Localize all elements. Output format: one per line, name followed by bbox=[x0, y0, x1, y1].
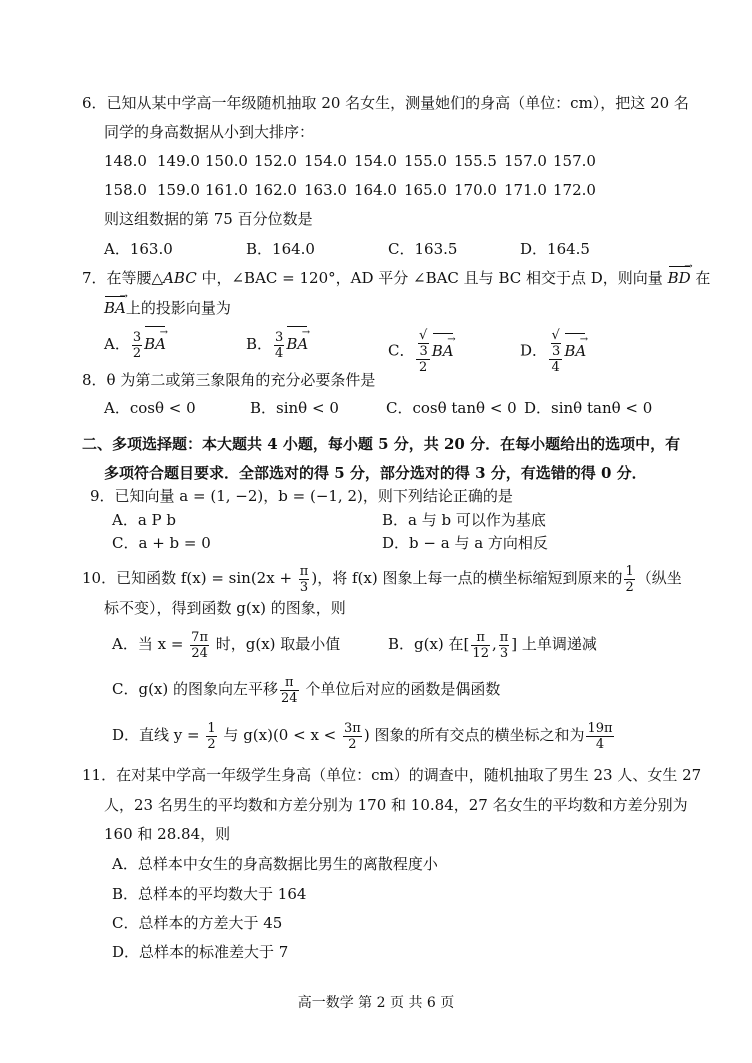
q10-text: ) 图象的所有交点的横坐标之和为 bbox=[363, 726, 585, 744]
data-value: 158.0 bbox=[104, 181, 147, 199]
q7-option-c bbox=[388, 328, 454, 375]
data-value: 149.0 bbox=[157, 152, 200, 170]
data-value: 155.0 bbox=[404, 152, 447, 170]
q9-option-b: B．a 与 b 可以作为基底 bbox=[382, 511, 546, 529]
q7-text: 在 bbox=[690, 269, 711, 287]
numerator: 3 bbox=[132, 329, 142, 345]
numerator: 19π bbox=[587, 720, 613, 736]
numerator bbox=[549, 328, 562, 360]
numerator: 1 bbox=[207, 720, 216, 736]
q10-text: C．g(x) 的图象向左平移 bbox=[112, 680, 279, 698]
q10-text: 10．已知函数 f(x) = sin(2x + bbox=[82, 569, 297, 587]
q7-triangle: △ABC bbox=[151, 269, 197, 287]
fraction bbox=[343, 721, 362, 752]
q10-text: B．g(x) 在[ bbox=[388, 635, 470, 653]
vector-ba: BA → bbox=[564, 335, 586, 367]
denominator: 4 bbox=[275, 345, 284, 361]
data-value: 148.0 bbox=[104, 152, 147, 170]
vector-ba: BA → bbox=[432, 335, 454, 367]
q10-text: （纵坐 bbox=[636, 569, 682, 587]
data-value: 170.0 bbox=[454, 181, 497, 199]
q7-stem-line1 bbox=[82, 268, 710, 288]
q6-option-d: D．164.5 bbox=[520, 240, 590, 258]
fraction bbox=[586, 721, 613, 752]
q10-option-d bbox=[112, 719, 616, 752]
denominator: 4 bbox=[551, 360, 560, 375]
sqrt-symbol: √ bbox=[551, 328, 560, 343]
data-value: 150.0 bbox=[205, 152, 248, 170]
data-value: 165.0 bbox=[404, 181, 447, 199]
fraction bbox=[624, 564, 634, 595]
q9-option-c: C．a + b = 0 bbox=[112, 534, 211, 552]
q7-stem-line2 bbox=[104, 298, 231, 318]
data-value: 157.0 bbox=[553, 152, 596, 170]
numerator: 1 bbox=[625, 563, 634, 579]
data-value: 154.0 bbox=[354, 152, 397, 170]
q11-stem-line2: 人，23 名男生的平均数和方差分别为 170 和 10.84，27 名女生的平均数和方差分别为 bbox=[104, 796, 688, 814]
q7-option-a bbox=[104, 328, 166, 361]
section-heading-line2: 多项符合题目要求．全部选对的得 5 分，部分选对的得 3 分，有选错的得 0 分． bbox=[104, 464, 647, 482]
q11-option-c: C．总样本的方差大于 45 bbox=[112, 914, 283, 932]
q10-text: A．当 x = bbox=[112, 635, 189, 653]
q9-stem: 9．已知向量 a = (1, −2)，b = (−1, 2)，则下列结论正确的是 bbox=[90, 487, 513, 505]
q8-option-a: A．cosθ < 0 bbox=[104, 399, 196, 417]
q10-option-c bbox=[112, 673, 500, 706]
numerator: π bbox=[471, 630, 490, 646]
fraction bbox=[190, 630, 209, 661]
q10-stem-line2: 标不变），得到函数 g(x) 的图象，则 bbox=[104, 599, 346, 617]
q10-text: ] 上单调递减 bbox=[511, 635, 597, 653]
data-value: 155.5 bbox=[454, 152, 497, 170]
denominator: 2 bbox=[207, 736, 216, 752]
denominator: 12 bbox=[472, 645, 489, 661]
option-label: B． bbox=[246, 335, 273, 353]
data-value: 171.0 bbox=[504, 181, 547, 199]
q8-stem: 8．θ 为第二或第三象限角的充分必要条件是 bbox=[82, 371, 376, 389]
q8-option-c: C．cosθ tanθ < 0 bbox=[386, 399, 517, 417]
q11-option-d: D．总样本的标准差大于 7 bbox=[112, 943, 289, 961]
fraction bbox=[299, 564, 310, 595]
q6-option-a: A．163.0 bbox=[104, 240, 173, 258]
vector-bd: BD → bbox=[668, 268, 691, 288]
q6-option-c: C．163.5 bbox=[388, 240, 458, 258]
denominator: 2 bbox=[348, 736, 357, 752]
q7-text: 中，∠BAC = 120°，AD 平分 ∠BAC 且与 BC 相交于点 D，则向量 bbox=[196, 269, 668, 287]
q6-stem-line2: 同学的身高数据从小到大排序： bbox=[104, 123, 315, 141]
vector-ba: BA → bbox=[286, 328, 308, 360]
fraction bbox=[274, 330, 284, 361]
denominator: 24 bbox=[191, 645, 208, 661]
q9-option-a: A．a P b bbox=[112, 511, 177, 529]
option-label: C． bbox=[388, 341, 415, 360]
fraction bbox=[416, 328, 429, 375]
data-value: 157.0 bbox=[504, 152, 547, 170]
denominator: 3 bbox=[499, 645, 509, 661]
fraction bbox=[471, 630, 490, 661]
radicand: 3 bbox=[419, 344, 428, 359]
q7-text: 7．在等腰 bbox=[82, 269, 152, 287]
denominator: 4 bbox=[595, 736, 605, 752]
data-value: 159.0 bbox=[157, 181, 200, 199]
q10-text: 个单位后对应的函数是偶函数 bbox=[300, 680, 501, 698]
q6-stem-line1: 6．已知从某中学高一年级随机抽取 20 名女生，测量她们的身高（单位：cm），把这 20 名 bbox=[82, 94, 689, 112]
vector-ba: BA → bbox=[104, 298, 126, 318]
data-value: 154.0 bbox=[304, 152, 347, 170]
fraction bbox=[132, 330, 142, 361]
q10-text: , bbox=[491, 635, 497, 653]
numerator bbox=[416, 328, 429, 360]
q11-stem-line1: 11．在对某中学高一年级学生身高（单位：cm）的调查中，随机抽取了男生 23 人、女生 27 bbox=[82, 766, 702, 784]
q8-option-d: D．sinθ tanθ < 0 bbox=[524, 399, 653, 417]
q7-text: 上的投影向量为 bbox=[125, 299, 231, 317]
section-heading-line1: 二、多项选择题：本大题共 4 小题，每小题 5 分，共 20 分．在每小题给出的选项中，有 bbox=[82, 435, 681, 453]
fraction bbox=[549, 328, 562, 375]
data-value: 172.0 bbox=[553, 181, 596, 199]
fraction bbox=[499, 630, 510, 661]
q10-stem-line1 bbox=[82, 562, 682, 595]
numerator: 3π bbox=[344, 720, 361, 736]
q7-option-d bbox=[520, 328, 586, 375]
q11-stem-line3: 160 和 28.84，则 bbox=[104, 825, 231, 843]
q6-option-b: B．164.0 bbox=[246, 240, 315, 258]
data-value: 152.0 bbox=[254, 152, 297, 170]
numerator: 7π bbox=[191, 629, 208, 645]
denominator: 2 bbox=[418, 360, 428, 375]
fraction bbox=[206, 721, 216, 752]
data-value: 161.0 bbox=[205, 181, 248, 199]
q10-text: )，将 f(x) 图象上每一点的横坐标缩短到原来的 bbox=[311, 569, 623, 587]
fraction bbox=[280, 675, 299, 706]
q11-option-b: B．总样本的平均数大于 164 bbox=[112, 885, 307, 903]
vector-ba: BA → bbox=[144, 328, 166, 360]
radicand: 3 bbox=[552, 344, 561, 359]
q7-option-b bbox=[246, 328, 308, 361]
q11-option-a: A．总样本中女生的身高数据比男生的离散程度小 bbox=[112, 855, 438, 873]
q9-option-d: D．b − a 与 a 方向相反 bbox=[382, 534, 548, 552]
option-label: A． bbox=[104, 335, 130, 353]
data-value: 163.0 bbox=[304, 181, 347, 199]
denominator: 24 bbox=[281, 690, 298, 706]
denominator: 3 bbox=[299, 579, 309, 595]
denominator: 2 bbox=[132, 345, 142, 361]
page-footer: 高一数学 第 2 页 共 6 页 bbox=[297, 995, 455, 1011]
numerator: π bbox=[299, 563, 309, 579]
q10-option-a bbox=[112, 628, 340, 661]
numerator: π bbox=[499, 629, 509, 645]
data-value: 162.0 bbox=[254, 181, 297, 199]
q10-text: D．直线 y = bbox=[112, 726, 205, 744]
q6-stem-line3: 则这组数据的第 75 百分位数是 bbox=[104, 210, 313, 228]
sqrt-symbol: √ bbox=[418, 328, 428, 343]
q8-option-b: B．sinθ < 0 bbox=[250, 399, 339, 417]
denominator: 2 bbox=[625, 579, 634, 595]
option-label: D． bbox=[520, 341, 548, 360]
q10-text: 时，g(x) 取最小值 bbox=[211, 635, 341, 653]
q10-option-b bbox=[388, 628, 597, 661]
numerator: 3 bbox=[275, 329, 284, 345]
q10-text: 与 g(x)(0 < x < bbox=[218, 726, 342, 744]
numerator: π bbox=[280, 675, 299, 691]
data-value: 164.0 bbox=[354, 181, 397, 199]
